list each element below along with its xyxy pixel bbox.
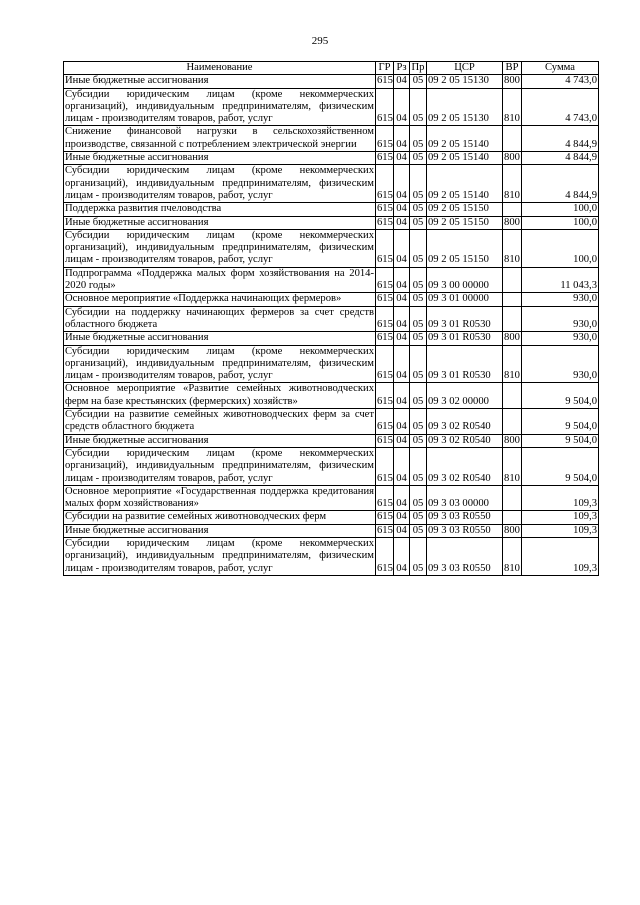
table-row [64, 293, 599, 306]
cell-vr: 810 [503, 88, 522, 126]
table-row [64, 485, 599, 511]
cell-csr: 09 3 00 00000 [427, 267, 503, 293]
cell-vr: 810 [503, 229, 522, 267]
cell-name: Иные бюджетные ассигнования [64, 152, 376, 165]
table-row [64, 306, 599, 332]
cell-rz: 04 [394, 88, 410, 126]
cell-name: Основное мероприятие «Поддержка начинающих фермеров» [64, 293, 376, 306]
cell-gr: 615 [377, 524, 393, 536]
table-row [64, 332, 599, 345]
cell-vr: 800 [504, 434, 520, 446]
cell-csr: 09 3 02 R0540 [427, 434, 503, 447]
cell-gr: 615 [376, 88, 394, 126]
cell-pr: 05 [410, 126, 427, 152]
cell-vr [503, 293, 522, 306]
cell-rz: 04 [394, 75, 410, 88]
cell-csr: 09 3 03 00000 [427, 485, 503, 511]
cell-gr: 615 [376, 409, 394, 435]
cell-gr: 615 [377, 216, 393, 228]
cell-csr: 09 3 01 00000 [427, 293, 503, 306]
cell-pr: 05 [410, 409, 427, 435]
cell-gr: 615 [376, 306, 394, 332]
cell-name: Основное мероприятие «Государственная поддержка кредитования малых форм хозяйствования» [65, 485, 374, 510]
cell-gr: 615 [376, 229, 394, 267]
cell-csr: 09 3 02 R0540 [427, 409, 503, 435]
cell-vr [503, 409, 522, 435]
cell-gr: 615 [376, 537, 394, 575]
table-row [64, 203, 599, 216]
cell-csr: 09 2 05 15130 [427, 88, 503, 126]
cell-vr: 810 [503, 165, 522, 203]
cell-csr: 09 3 01 R0530 [427, 332, 503, 345]
cell-vr: 800 [504, 524, 520, 536]
cell-rz: 04 [394, 165, 410, 203]
cell-sum: 4 743,0 [522, 75, 599, 88]
cell-csr: 09 2 05 15140 [427, 126, 503, 152]
cell-sum: 109,3 [522, 524, 599, 537]
cell-pr: 05 [410, 203, 427, 216]
cell-rz: 04 [394, 524, 410, 537]
cell-rz: 04 [394, 383, 410, 409]
cell-name: Субсидии юридическим лицам (кроме некоммерческих организаций), индивидуальным предпринимателям, физическим лицам - производителям товаров, работ, услуг [65, 229, 374, 266]
cell-gr: 615 [376, 447, 394, 485]
cell-name: Иные бюджетные ассигнования [64, 524, 376, 537]
header-rz: Рз [394, 62, 410, 75]
cell-sum: 100,0 [522, 229, 599, 267]
cell-name: Основное мероприятие «Развитие семейных животноводческих ферм на базе крестьянских (фермерских) хозяйств» [65, 383, 374, 407]
cell-csr: 09 3 03 R0550 [427, 511, 503, 524]
cell-pr: 05 [410, 332, 427, 345]
cell-sum: 9 504,0 [522, 383, 599, 409]
table-header-row [64, 62, 599, 75]
cell-sum: 4 743,0 [522, 88, 599, 126]
cell-name: Иные бюджетные ассигнования [64, 332, 376, 345]
cell-pr: 05 [410, 434, 427, 447]
cell-vr: 800 [504, 152, 520, 164]
cell-rz: 04 [394, 332, 410, 345]
cell-gr: 615 [376, 485, 394, 511]
cell-csr: 09 2 05 15150 [427, 203, 503, 216]
table-row [64, 126, 599, 152]
cell-sum: 4 844,9 [522, 152, 599, 165]
table-row [64, 524, 599, 537]
cell-sum: 4 844,9 [522, 126, 599, 152]
cell-rz: 04 [394, 293, 410, 306]
cell-rz: 04 [394, 447, 410, 485]
cell-gr: 615 [377, 152, 393, 164]
cell-pr: 05 [410, 345, 427, 383]
cell-vr [503, 267, 522, 293]
cell-sum: 930,0 [522, 306, 599, 332]
cell-pr: 05 [410, 152, 427, 165]
table-row [64, 434, 599, 447]
cell-name: Субсидии на развитие семейных животноводческих ферм за счет средств областного бюджета [65, 409, 374, 433]
cell-sum: 109,3 [522, 537, 599, 575]
cell-vr [503, 126, 522, 152]
cell-sum: 930,0 [522, 345, 599, 383]
cell-sum: 109,3 [522, 485, 599, 511]
cell-name: Субсидии юридическим лицам (кроме некоммерческих организаций), индивидуальным предпринимателям, физическим лицам - производителям товаров, работ, услуг [65, 345, 374, 382]
cell-csr: 09 3 03 R0550 [427, 537, 503, 575]
table-row [64, 345, 599, 383]
cell-rz: 04 [394, 152, 410, 165]
table-row [64, 537, 599, 575]
cell-vr: 800 [504, 216, 520, 228]
cell-name: Субсидии юридическим лицам (кроме некоммерческих организаций), индивидуальным предпринимателям, физическим лицам - производителям товаров, работ, услуг [65, 537, 374, 574]
table-row [64, 409, 599, 435]
cell-name: Иные бюджетные ассигнования [64, 434, 376, 447]
cell-pr: 05 [410, 293, 427, 306]
table-row [64, 152, 599, 165]
cell-sum: 9 504,0 [522, 409, 599, 435]
header-pr: Пр [410, 62, 427, 75]
header-sum: Сумма [522, 62, 599, 75]
cell-pr: 05 [410, 216, 427, 229]
cell-name: Субсидии юридическим лицам (кроме некоммерческих организаций), индивидуальным предпринимателям, физическим лицам - производителям товаров, работ, услуг [65, 88, 374, 125]
cell-name: Субсидии на развитие семейных животноводческих ферм [64, 511, 376, 524]
header-gr: ГР [376, 62, 394, 75]
cell-vr [503, 306, 522, 332]
cell-vr: 810 [503, 447, 522, 485]
cell-rz: 04 [394, 306, 410, 332]
cell-sum: 4 844,9 [522, 165, 599, 203]
cell-csr: 09 3 02 00000 [427, 383, 503, 409]
header-vr: ВР [503, 62, 522, 75]
cell-gr: 615 [377, 332, 393, 344]
cell-pr: 05 [410, 537, 427, 575]
cell-pr: 05 [410, 88, 427, 126]
cell-gr: 615 [376, 267, 394, 293]
table-row [64, 511, 599, 524]
cell-vr [503, 485, 522, 511]
cell-csr: 09 3 01 R0530 [427, 345, 503, 383]
cell-name: Иные бюджетные ассигнования [64, 216, 376, 229]
cell-vr [503, 383, 522, 409]
cell-name: Субсидии на поддержку начинающих фермеров за счет средств областного бюджета [65, 306, 374, 330]
cell-sum: 100,0 [522, 203, 599, 216]
budget-table [63, 61, 599, 576]
cell-pr: 05 [410, 165, 427, 203]
cell-pr: 05 [410, 447, 427, 485]
cell-csr: 09 3 02 R0540 [427, 447, 503, 485]
cell-csr: 09 2 05 15140 [427, 152, 503, 165]
cell-csr: 09 2 05 15150 [427, 229, 503, 267]
cell-rz: 04 [394, 126, 410, 152]
table-row [64, 75, 599, 88]
cell-rz: 04 [394, 345, 410, 383]
cell-csr: 09 2 05 15140 [427, 165, 503, 203]
cell-sum: 109,3 [522, 511, 599, 524]
cell-gr: 615 [376, 165, 394, 203]
cell-name: Подпрограмма «Поддержка малых форм хозяйствования на 2014-2020 годы» [65, 267, 374, 292]
cell-gr: 615 [377, 293, 393, 305]
cell-rz: 04 [394, 216, 410, 229]
cell-gr: 615 [376, 383, 394, 409]
cell-name: Снижение финансовой нагрузки в сельскохозяйственном производстве, связанной с потреблением электрической энергии [65, 126, 374, 150]
cell-rz: 04 [394, 267, 410, 293]
cell-csr: 09 2 05 15130 [427, 75, 503, 88]
cell-pr: 05 [410, 267, 427, 293]
cell-sum: 930,0 [522, 293, 599, 306]
cell-vr: 800 [504, 332, 520, 344]
header-name: Наименование [64, 62, 376, 75]
cell-gr: 615 [377, 511, 393, 523]
table-row [64, 88, 599, 126]
cell-pr: 05 [410, 306, 427, 332]
cell-sum: 11 043,3 [522, 267, 599, 293]
header-csr: ЦСР [427, 62, 503, 75]
cell-csr: 09 2 05 15150 [427, 216, 503, 229]
cell-rz: 04 [394, 203, 410, 216]
cell-csr: 09 3 01 R0530 [427, 306, 503, 332]
cell-vr [503, 203, 522, 216]
cell-pr: 05 [410, 511, 427, 524]
cell-rz: 04 [394, 511, 410, 524]
table-row [64, 267, 599, 293]
cell-name: Иные бюджетные ассигнования [64, 75, 376, 88]
cell-sum: 9 504,0 [522, 434, 599, 447]
cell-vr: 800 [504, 75, 520, 87]
cell-vr: 810 [503, 345, 522, 383]
cell-pr: 05 [410, 383, 427, 409]
cell-pr: 05 [410, 75, 427, 88]
table-row [64, 229, 599, 267]
cell-rz: 04 [394, 485, 410, 511]
cell-rz: 04 [394, 537, 410, 575]
table-row [64, 447, 599, 485]
cell-name: Поддержка развития пчеловодства [64, 203, 376, 216]
cell-gr: 615 [376, 126, 394, 152]
cell-vr: 810 [503, 537, 522, 575]
cell-pr: 05 [410, 229, 427, 267]
cell-rz: 04 [394, 409, 410, 435]
cell-gr: 615 [377, 434, 393, 446]
cell-gr: 615 [377, 203, 393, 215]
cell-pr: 05 [410, 485, 427, 511]
cell-gr: 615 [376, 345, 394, 383]
cell-vr [503, 511, 522, 524]
cell-sum: 930,0 [522, 332, 599, 345]
cell-sum: 100,0 [522, 216, 599, 229]
cell-csr: 09 3 03 R0550 [427, 524, 503, 537]
cell-name: Субсидии юридическим лицам (кроме некоммерческих организаций), индивидуальным предпринимателям, физическим лицам - производителям товаров, работ, услуг [65, 165, 374, 201]
cell-pr: 05 [410, 524, 427, 537]
cell-name: Субсидии юридическим лицам (кроме некоммерческих организаций), индивидуальным предпринимателям, физическим лицам - производителям товаров, работ, услуг [65, 447, 374, 484]
table-row [64, 216, 599, 229]
cell-sum: 9 504,0 [522, 447, 599, 485]
page-number: 295 [311, 35, 329, 47]
cell-gr: 615 [377, 75, 393, 87]
cell-rz: 04 [394, 229, 410, 267]
cell-rz: 04 [394, 434, 410, 447]
table-row [64, 383, 599, 409]
table-row [64, 165, 599, 203]
